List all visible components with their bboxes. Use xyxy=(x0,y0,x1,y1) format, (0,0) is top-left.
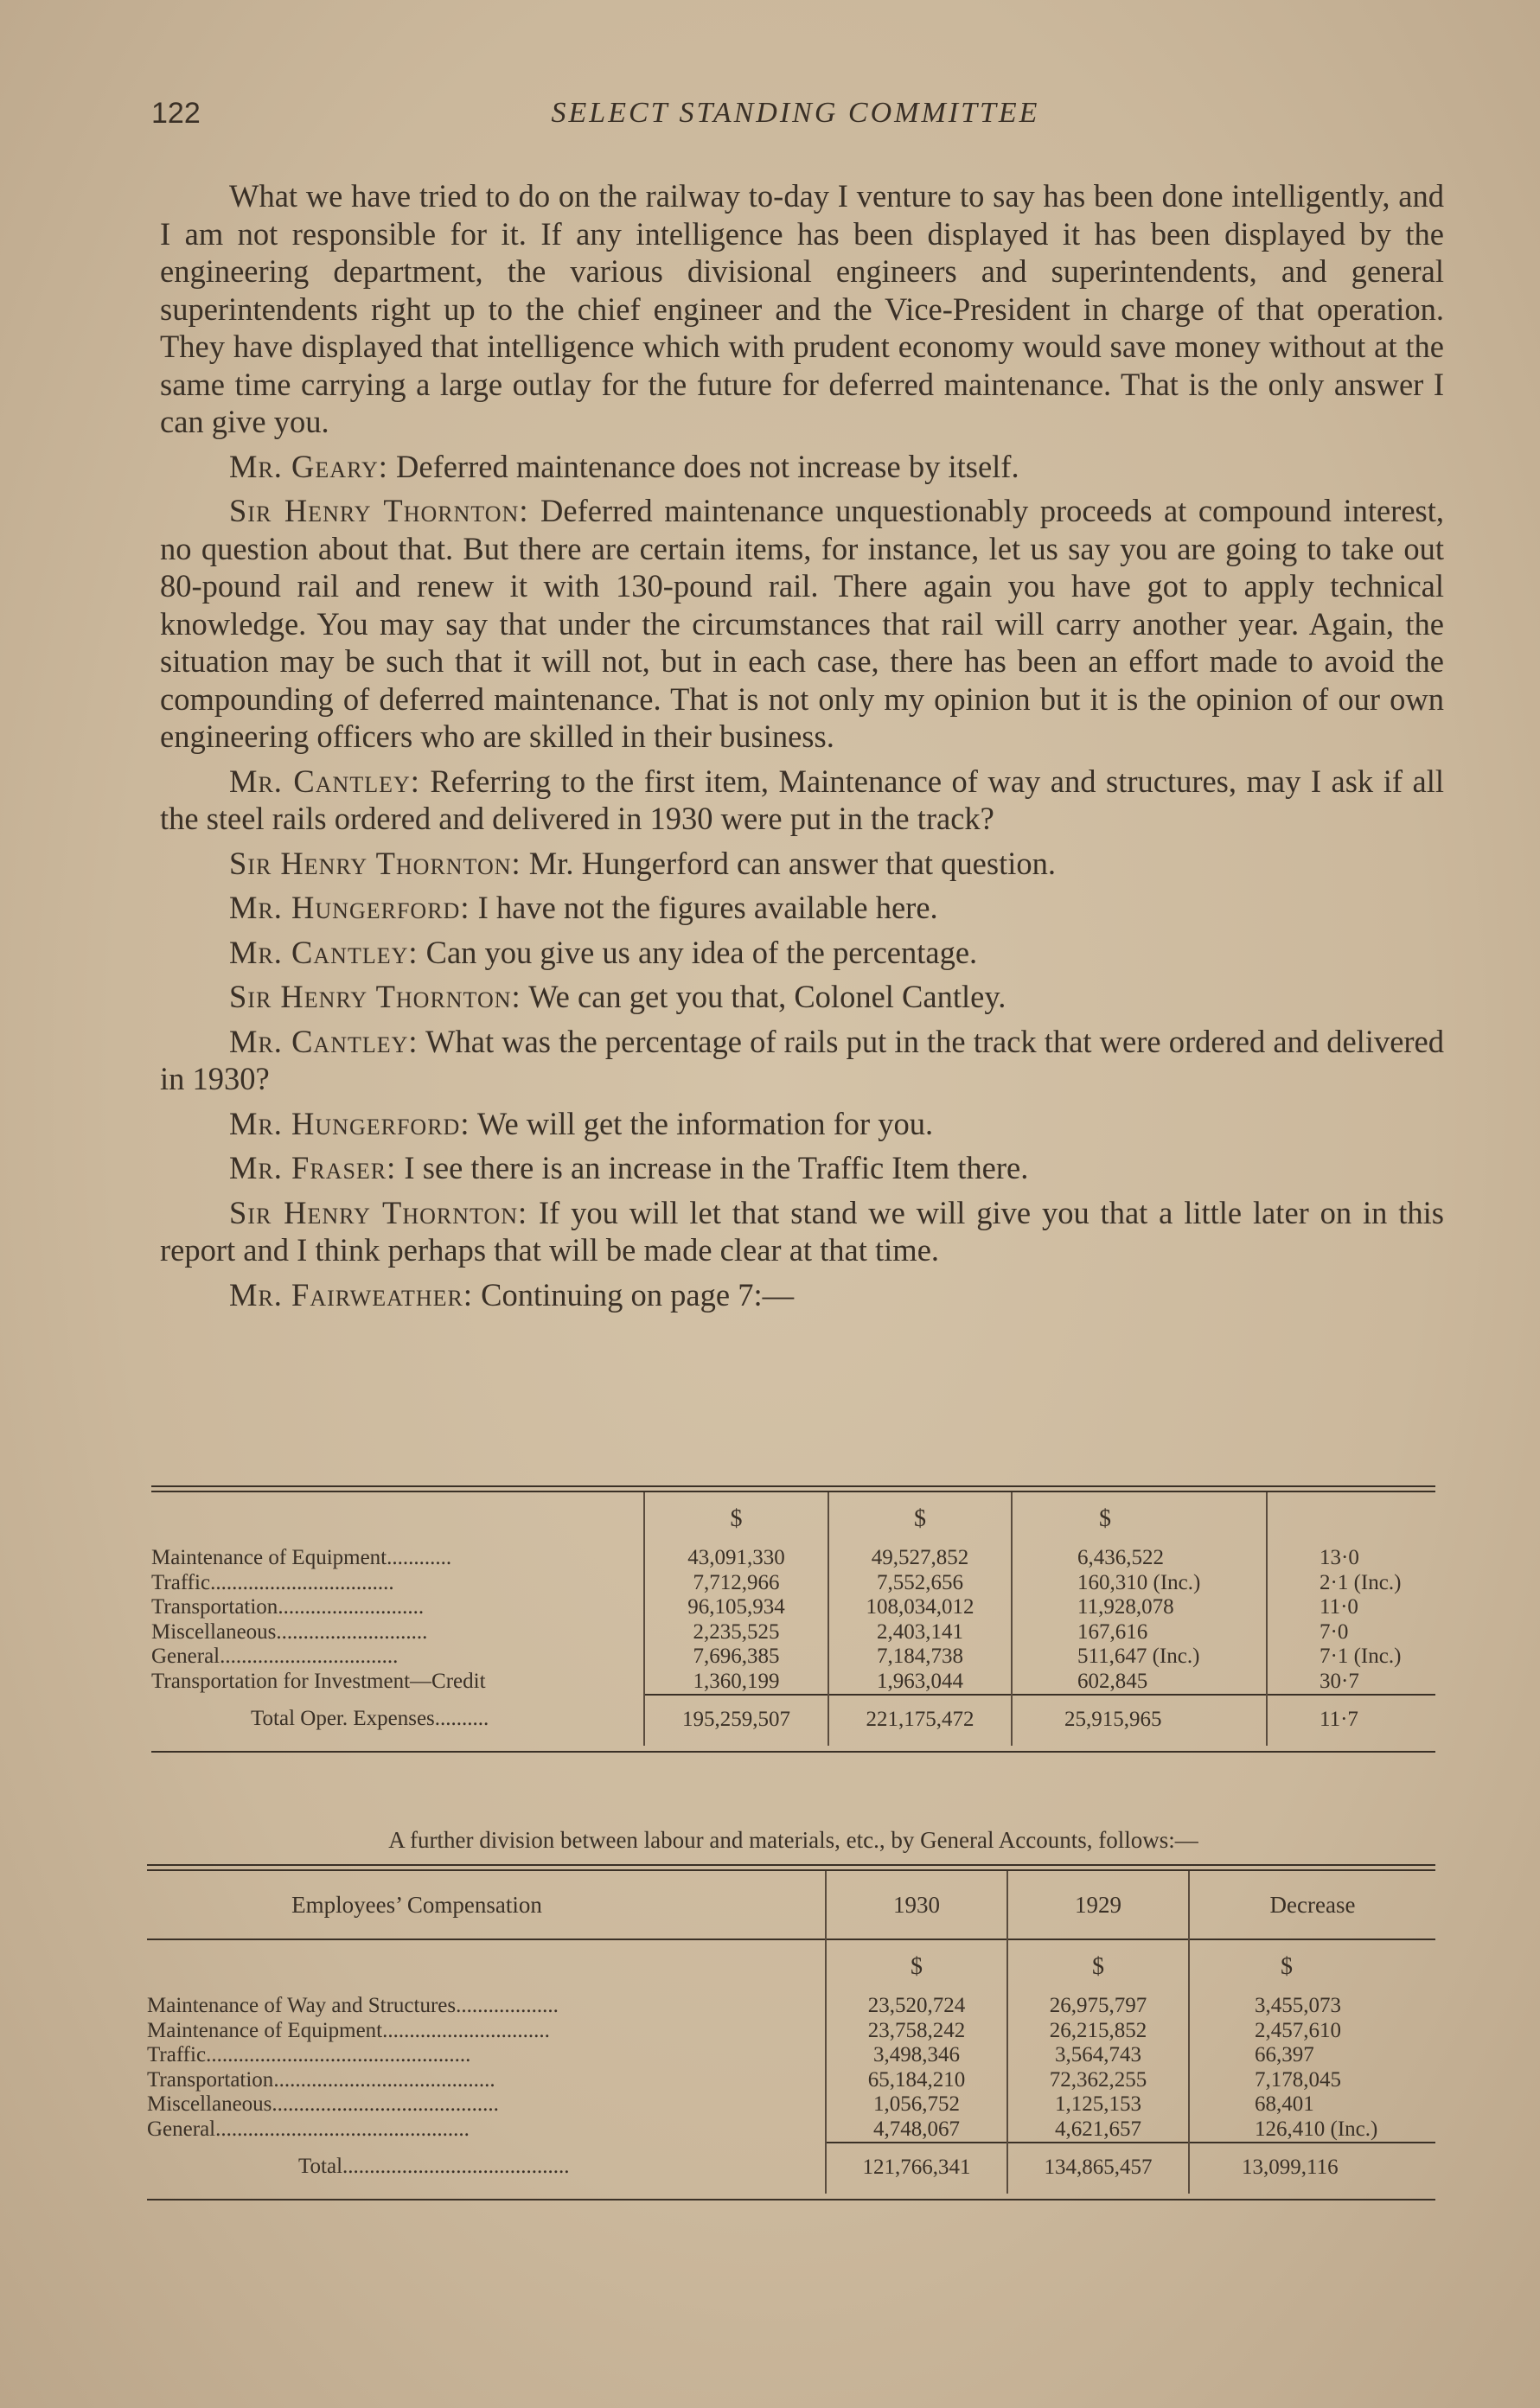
dialogue-paragraph xyxy=(160,1149,1444,1187)
currency-symbol: $ xyxy=(1189,1939,1435,1994)
column-header: Employees’ Compensation xyxy=(291,1891,542,1918)
row-label: General xyxy=(151,1645,220,1668)
cell-value: 26,975,797 xyxy=(1007,1994,1189,2019)
cell-value: 1,963,044 xyxy=(828,1670,1012,1696)
speaker-name: Mr. Cantley: xyxy=(229,1023,419,1059)
speaker-name: Mr. Cantley: xyxy=(229,763,420,799)
paragraph-text: I have not the figures available here. xyxy=(470,890,938,925)
cell-value: 11·0 xyxy=(1267,1595,1435,1620)
paragraph-text: Continuing on page 7:— xyxy=(473,1276,795,1313)
cell-value: 2,235,525 xyxy=(644,1620,828,1645)
total-value: 25,915,965 xyxy=(1012,1695,1267,1746)
paragraph-text: Deferred maintenance does not increase by itself. xyxy=(387,448,1019,484)
cell-value: 1,056,752 xyxy=(826,2092,1007,2117)
cell-value: 7·1 (Inc.) xyxy=(1267,1645,1435,1670)
cell-value: 23,758,242 xyxy=(826,2019,1007,2044)
column-header-row xyxy=(147,1871,1435,1939)
paragraph-text: Can you give us any idea of the percentage. xyxy=(418,934,978,970)
row-label: Maintenance of Equipment xyxy=(147,2018,383,2042)
cell-value: 7,712,966 xyxy=(644,1571,828,1596)
cell-value: 2,403,141 xyxy=(828,1620,1012,1645)
cell-value: 126,410 (Inc.) xyxy=(1189,2117,1435,2143)
cell-value: 23,520,724 xyxy=(826,1994,1007,2019)
row-label: Miscellaneous xyxy=(147,2092,272,2116)
dialogue-paragraph xyxy=(160,448,1444,486)
cell-value: 49,527,852 xyxy=(828,1546,1012,1571)
cell-value: 43,091,330 xyxy=(644,1546,828,1571)
table-row: Miscellaneous............................ 2,235,525 2,403,141 167,616 7·0 xyxy=(151,1620,1435,1645)
cell-value: 7,696,385 xyxy=(644,1645,828,1670)
cell-value: 6,436,522 xyxy=(1012,1546,1267,1571)
row-label: Miscellaneous xyxy=(151,1619,277,1644)
operating-expenses-table xyxy=(151,1485,1435,1753)
dialogue-paragraph xyxy=(160,492,1444,756)
speaker-name: Sir Henry Thornton: xyxy=(229,1194,528,1230)
paragraph-text: What was the percentage of rails put in the track that were ordered and delivered in 1930? xyxy=(160,1023,1444,1096)
paragraph-text: I see there is an increase in the Traffic Item there. xyxy=(396,1150,1029,1185)
row-label: General xyxy=(147,2117,216,2141)
table-total-row: Total.......................................... 121,766,341 134,865,457 13,099,116 xyxy=(147,2143,1435,2194)
dialogue-paragraph xyxy=(160,1105,1444,1143)
paragraph-text: If you will let that stand we will give you that a little later on in this report and I think perhaps that will be made clear at that time. xyxy=(160,1194,1444,1268)
cell-value: 7,178,045 xyxy=(1189,2068,1435,2093)
cell-value: 30·7 xyxy=(1267,1670,1435,1696)
currency-symbol: $ xyxy=(1012,1492,1267,1546)
currency-row xyxy=(147,1939,1435,1994)
row-label: Transportation for Investment—Credit xyxy=(151,1669,486,1693)
table-row: Transportation......................................... 65,184,210 72,362,255 7,178,045 xyxy=(147,2068,1435,2093)
running-title: SELECT STANDING COMMITTEE xyxy=(551,97,1040,129)
currency-symbol: $ xyxy=(826,1939,1007,1994)
table-caption: A further division between labour and materials, etc., by General Accounts, follows:— xyxy=(388,1827,1198,1853)
speaker-name: Sir Henry Thornton: xyxy=(229,979,521,1014)
dialogue-paragraph xyxy=(160,763,1444,838)
cell-value: 2,457,610 xyxy=(1189,2019,1435,2044)
table-row xyxy=(151,1670,1435,1696)
currency-row xyxy=(151,1492,1435,1546)
dialogue-paragraph xyxy=(160,1023,1444,1098)
table-row: Traffic................................................. 3,498,346 3,564,743 66,397 xyxy=(147,2043,1435,2068)
table-row: Maintenance of Way and Structures................... 23,520,724 26,975,797 3,455,073 xyxy=(147,1994,1435,2019)
currency-symbol: $ xyxy=(1007,1939,1189,1994)
transcript-body xyxy=(160,177,1444,1320)
cell-value: 108,034,012 xyxy=(828,1595,1012,1620)
cell-value: 72,362,255 xyxy=(1007,2068,1189,2093)
total-value: 13,099,116 xyxy=(1189,2143,1435,2194)
row-label: Traffic xyxy=(147,2043,207,2066)
total-label: Total xyxy=(298,2155,343,2178)
total-label: Total Oper. Expenses xyxy=(251,1707,435,1730)
cell-value: 511,647 (Inc.) xyxy=(1012,1645,1267,1670)
table-top-rule xyxy=(151,1485,1435,1492)
dialogue-paragraph xyxy=(160,1194,1444,1269)
row-label: Transportation xyxy=(147,2067,274,2092)
table-row: Maintenance of Equipment............................... 23,758,242 26,215,852 2,457,610 xyxy=(147,2019,1435,2044)
cell-value: 96,105,934 xyxy=(644,1595,828,1620)
row-label: Traffic xyxy=(151,1570,211,1594)
total-value: 134,865,457 xyxy=(1007,2143,1189,2194)
table-row: Maintenance of Equipment............ 43,091,330 49,527,852 6,436,522 13·0 xyxy=(151,1546,1435,1571)
dialogue-paragraph xyxy=(160,1276,1444,1314)
page-number: 122 xyxy=(151,97,201,130)
paragraph-text: We will get the information for you. xyxy=(470,1105,934,1141)
paragraph-text: Referring to the first item, Maintenance of way and structures, may I ask if all the steel rails ordered and delivered in 1930 were put in the track? xyxy=(160,763,1444,836)
column-header: 1930 xyxy=(826,1871,1007,1939)
cell-value: 1,360,199 xyxy=(644,1670,828,1696)
column-header: Decrease xyxy=(1189,1871,1435,1939)
total-value: 195,259,507 xyxy=(644,1695,828,1746)
table-row: General............................................... 4,748,067 4,621,657 126,410 (Inc.) xyxy=(147,2117,1435,2143)
total-value: 11·7 xyxy=(1267,1695,1435,1746)
cell-value: 65,184,210 xyxy=(826,2068,1007,2093)
table-row: Transportation........................... 96,105,934 108,034,012 11,928,078 11·0 xyxy=(151,1595,1435,1620)
cell-value: 4,621,657 xyxy=(1007,2117,1189,2143)
speaker-name: Mr. Cantley: xyxy=(229,934,419,970)
cell-value: 11,928,078 xyxy=(1012,1595,1267,1620)
speaker-name: Sir Henry Thornton: xyxy=(229,845,521,881)
row-label: Transportation xyxy=(151,1595,278,1619)
speaker-name: Mr. Geary: xyxy=(229,448,388,484)
cell-value: 13·0 xyxy=(1267,1546,1435,1571)
cell-value: 602,845 xyxy=(1012,1670,1267,1696)
table-row: General................................. 7,696,385 7,184,738 511,647 (Inc.) 7·1 (Inc.) xyxy=(151,1645,1435,1670)
dialogue-paragraph xyxy=(160,978,1444,1016)
row-label: Maintenance of Way and Structures xyxy=(147,1994,457,2017)
paragraph-text: Deferred maintenance unquestionably proceeds at compound interest, no question about that. But there are certain items, for instance, let us say you are going to take out 80-pound rail and renew it with 130-pound rail. There again you have got to apply technical knowledge. You may say that under the circumstances that rail will carry another year. Again, the situation may be such that it will not, but in each case, there has been an effort made to avoid the compounding of deferred maintenance. That is not only my opinion but it is the opinion of our own engineering officers who are skilled in their business. xyxy=(160,493,1445,754)
cell-value: 1,125,153 xyxy=(1007,2092,1189,2117)
cell-value: 3,498,346 xyxy=(826,2043,1007,2068)
employees-compensation-table xyxy=(147,1864,1435,2200)
cell-value: 26,215,852 xyxy=(1007,2019,1189,2044)
speaker-name: Mr. Hungerford: xyxy=(229,890,470,925)
column-header: 1929 xyxy=(1007,1871,1189,1939)
cell-value: 68,401 xyxy=(1189,2092,1435,2117)
cell-value: 160,310 (Inc.) xyxy=(1012,1571,1267,1596)
speaker-name: Mr. Hungerford: xyxy=(229,1105,470,1141)
row-label: Maintenance of Equipment xyxy=(151,1546,387,1569)
speaker-name: Sir Henry Thornton: xyxy=(229,493,529,528)
paragraph-text: Mr. Hungerford can answer that question. xyxy=(521,845,1056,881)
dialogue-paragraph xyxy=(160,889,1444,927)
cell-value: 3,564,743 xyxy=(1007,2043,1189,2068)
dialogue-paragraph xyxy=(160,845,1444,883)
cell-value: 7,184,738 xyxy=(828,1645,1012,1670)
paragraph-text: We can get you that, Colonel Cantley. xyxy=(521,979,1006,1014)
currency-symbol: $ xyxy=(828,1492,1012,1546)
paragraph-text: What we have tried to do on the railway to-day I venture to say has been done intelligently, and I am not responsible for it. If any intelligence has been displayed it has been displayed by the engineering department, the various divisional engineers and superintendents, and general superintendents right up to the chief engineer and the Vice-President in charge of that operation. They have displayed that intelligence which with prudent economy would save money without at the same time carrying a large outlay for the future for deferred maintenance. That is the only answer I can give you. xyxy=(160,178,1444,439)
cell-value: 167,616 xyxy=(1012,1620,1267,1645)
table-top-rule xyxy=(147,1864,1435,1871)
currency-symbol: $ xyxy=(644,1492,828,1546)
table-bottom-rule xyxy=(147,2199,1435,2200)
cell-value: 3,455,073 xyxy=(1189,1994,1435,2019)
speaker-name: Mr. Fairweather: xyxy=(229,1276,474,1313)
total-value: 121,766,341 xyxy=(826,2143,1007,2194)
table-row: Traffic.................................. 7,712,966 7,552,656 160,310 (Inc.) 2·1 (Inc.) xyxy=(151,1571,1435,1596)
cell-value: 66,397 xyxy=(1189,2043,1435,2068)
cell-value: 7·0 xyxy=(1267,1620,1435,1645)
speaker-name: Mr. Fraser: xyxy=(229,1150,397,1185)
cell-value: 4,748,067 xyxy=(826,2117,1007,2143)
cell-value: 7,552,656 xyxy=(828,1571,1012,1596)
cell-value: 2·1 (Inc.) xyxy=(1267,1571,1435,1596)
total-value: 221,175,472 xyxy=(828,1695,1012,1746)
page-header xyxy=(151,97,1440,149)
dialogue-paragraph xyxy=(160,934,1444,972)
table-total-row: Total Oper. Expenses.......... 195,259,507 221,175,472 25,915,965 11·7 xyxy=(151,1695,1435,1746)
table-row: Miscellaneous.......................................... 1,056,752 1,125,153 68,401 xyxy=(147,2092,1435,2117)
testimony-paragraph xyxy=(160,177,1444,441)
table-bottom-rule xyxy=(151,1751,1435,1753)
